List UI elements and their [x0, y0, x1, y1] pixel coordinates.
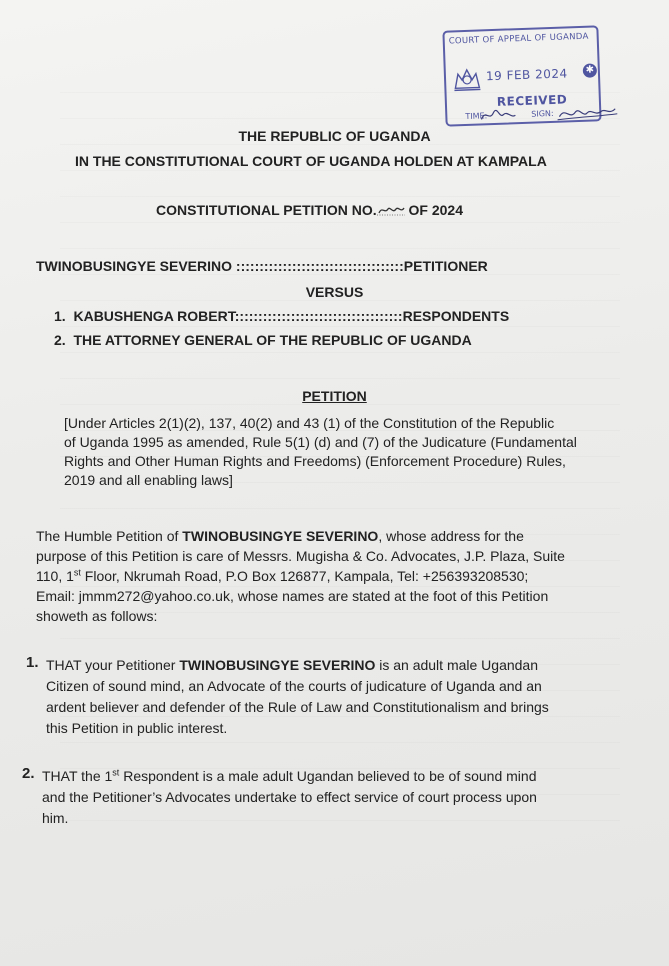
intro-line: [36, 566, 565, 586]
petition-number-prefix: CONSTITUTIONAL PETITION NO.: [156, 202, 377, 218]
item-text: is an adult male Ugandan: [375, 657, 539, 673]
star-icon: ✱: [583, 63, 597, 77]
intro-line: [36, 526, 565, 546]
coat-of-arms-icon: [452, 65, 483, 92]
intro-line: purpose of this Petition is care of Messrs. Mugisha & Co. Advocates, J.P. Plaza, Suite: [36, 548, 565, 564]
item-2-line: [42, 766, 537, 787]
received-stamp: [442, 25, 601, 126]
respondent-1-name: KABUSHENGA ROBERT: [73, 308, 235, 324]
stamp-received-label: RECEIVED: [496, 92, 568, 109]
legal-basis-paragraph: [64, 414, 577, 490]
stamp-sign-label: SIGN:: [531, 108, 554, 119]
respondent-1-line: [54, 308, 509, 324]
stamp-time-label: TIME:: [465, 111, 488, 121]
versus-label: VERSUS: [305, 284, 364, 300]
item-text: THAT your Petitioner: [46, 657, 180, 673]
petition-number-suffix: OF 2024: [404, 202, 464, 218]
respondent-2-number: 2.: [54, 332, 66, 348]
stamp-court-name: COURT OF APPEAL OF UGANDA: [448, 31, 589, 47]
intro-text: , whose address for the: [378, 528, 524, 544]
item-1-line: ardent believer and defender of the Rule of Law and Constitutionalism and brings: [46, 699, 549, 715]
court-heading: IN THE CONSTITUTIONAL COURT OF UGANDA HOLDEN AT KAMPALA: [75, 153, 547, 169]
ordinal-suffix: st: [73, 567, 81, 578]
petitioner-name: TWINOBUSINGYE SEVERINO: [36, 258, 236, 274]
respondents-role: RESPONDENTS: [402, 308, 510, 324]
legal-basis-line: of Uganda 1995 as amended, Rule 5(1) (d) and (7) of the Judicature (Fundamental: [64, 434, 577, 450]
item-2-line: and the Petitioner’s Advocates undertake to effect service of court process upon: [42, 789, 537, 805]
item-1-line: this Petition in public interest.: [46, 720, 228, 736]
intro-text: The Humble Petition of: [36, 528, 183, 544]
petitioner-line: [36, 258, 488, 274]
petitioner-name-bold: TWINOBUSINGYE SEVERINO: [179, 657, 376, 673]
republic-heading: THE REPUBLIC OF UGANDA: [238, 128, 431, 144]
legal-basis-line: 2019 and all enabling laws]: [64, 472, 233, 488]
intro-line: showeth as follows:: [36, 608, 158, 624]
handwritten-signature: [557, 103, 618, 123]
item-1-number: 1.: [26, 654, 39, 671]
item-text: Respondent is a male adult Ugandan believed to be of sound mind: [119, 768, 537, 784]
stamp-date: 19 FEB 2024: [485, 66, 568, 84]
respondent-1-dots: ::::::::::::::::::::::::::::::::::::: [234, 308, 403, 324]
respondent-1-number: 1.: [54, 308, 66, 324]
intro-line: Email: jmmm272@yahoo.co.uk, whose names are stated at the foot of this Petition: [36, 588, 549, 604]
legal-basis-line: Rights and Other Human Rights and Freedoms) (Enforcement Procedure) Rules,: [64, 453, 566, 469]
ordinal-suffix: st: [112, 767, 120, 778]
item-text: THAT the 1: [42, 768, 113, 784]
respondent-2-line: [54, 332, 472, 348]
respondent-2-name: THE ATTORNEY GENERAL OF THE REPUBLIC OF UGANDA: [73, 332, 472, 348]
petition-title: PETITION: [302, 388, 367, 404]
item-1-line: Citizen of sound mind, an Advocate of the courts of judicature of Uganda and an: [46, 678, 542, 694]
petitioner-name-bold: TWINOBUSINGYE SEVERINO: [182, 528, 379, 544]
item-1-line: [46, 655, 549, 676]
legal-basis-line: [Under Articles 2(1)(2), 137, 40(2) and 43 (1) of the Constitution of the Republic: [64, 415, 555, 431]
petitioner-dots: ::::::::::::::::::::::::::::::::::::: [235, 258, 404, 274]
item-2-line: him.: [42, 810, 69, 826]
petitioner-role: PETITIONER: [403, 258, 488, 274]
intro-paragraph: [36, 526, 565, 626]
item-2-number: 2.: [22, 765, 35, 782]
handwritten-number: [377, 204, 405, 216]
item-2-paragraph: [42, 766, 537, 829]
intro-text: 110, 1: [36, 568, 74, 584]
petition-number: [156, 202, 463, 218]
item-1-paragraph: [46, 655, 549, 739]
intro-text: Floor, Nkrumah Road, P.O Box 126877, Kampala, Tel: +256393208530;: [80, 568, 529, 584]
